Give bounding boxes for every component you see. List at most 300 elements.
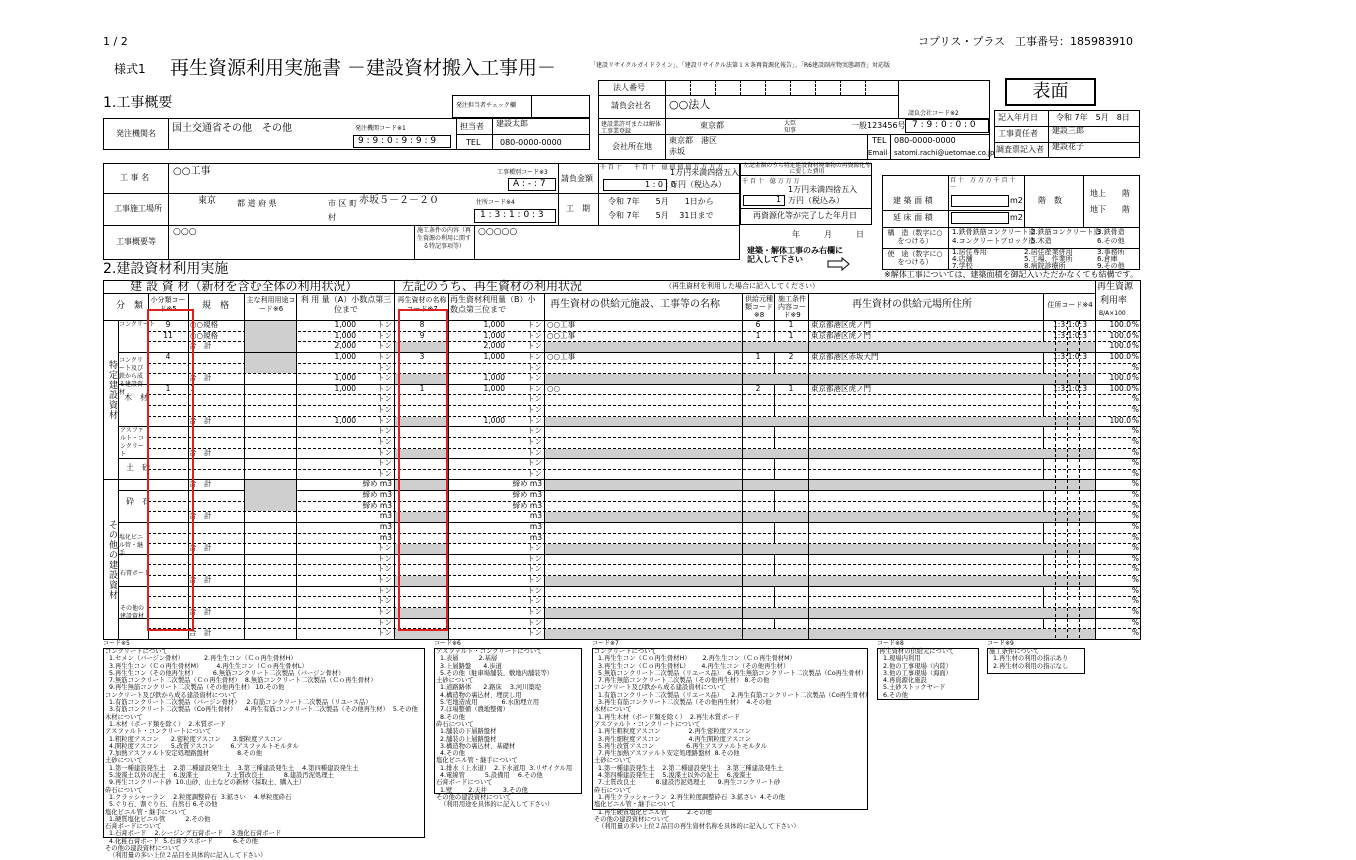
unit-ramount: トン	[527, 373, 542, 383]
rate-pct: %	[1131, 596, 1139, 606]
supplier-type: 2	[755, 383, 761, 393]
addr-code-dash	[1079, 544, 1080, 553]
addr-code-dash	[1055, 523, 1056, 532]
addr-code-dash	[1079, 597, 1080, 606]
unit-amount: トン	[377, 543, 392, 553]
supplier-address: 東京都港区虎ノ門	[811, 383, 871, 393]
table-row-line	[148, 564, 1141, 565]
rate-pct: %	[1131, 553, 1139, 563]
kikaku: ○○規格	[190, 320, 219, 329]
rate-pct: %	[1131, 511, 1139, 521]
amount-value: 1,000	[334, 373, 356, 383]
special-rule: 1万円未満四捨五入	[788, 185, 858, 194]
addr-code-dash	[1067, 427, 1068, 436]
unit-amount: トン	[377, 606, 392, 616]
unit-amount: トン	[377, 575, 392, 584]
addr-code-dash	[1079, 608, 1080, 617]
addr-code-dash	[1079, 427, 1080, 436]
addr-code-dash	[1055, 417, 1056, 426]
face-label: 表面	[1032, 81, 1069, 102]
build-area-unit: m2	[1010, 196, 1023, 205]
addr-code-dash	[1079, 374, 1080, 383]
unit-ramount: トン	[527, 543, 542, 553]
rate-pct: %	[1131, 617, 1139, 627]
person-label: 担当者	[460, 122, 484, 131]
recycled-amount: 1,000	[483, 330, 505, 340]
face-badge	[1005, 78, 1096, 106]
unit-amount: トン	[377, 617, 392, 627]
amount-value: 1 : 0 : 0	[645, 180, 676, 189]
addr-code-dash	[1079, 491, 1080, 500]
addr-code-dash	[1079, 523, 1080, 532]
unit-amount: トン	[377, 373, 392, 383]
addr-code-dash	[1067, 470, 1068, 479]
address-code-label: 住所コード※4	[476, 199, 515, 206]
unit-ramount: m3	[529, 511, 542, 521]
unit-amount: トン	[377, 564, 392, 574]
structure-opt-2[interactable]: 2.鉄筋コンクリート造	[1031, 228, 1101, 236]
addr-code-dash	[1079, 459, 1080, 468]
cat-gypsum: 石膏ボード	[120, 570, 151, 577]
use-opt-1[interactable]: 1.居住専用	[952, 248, 987, 256]
addr-code-dash	[1067, 342, 1068, 351]
build-area-label: 建 築 面 積	[893, 196, 933, 205]
addr-code-dash	[1055, 608, 1056, 617]
addr-code-dash	[1067, 576, 1068, 585]
addr-code-dash	[1067, 502, 1068, 511]
date-value: 令和 7年 5月 8日	[1056, 113, 1130, 122]
cat-wood: 木 材	[124, 393, 148, 402]
unit-ramount: トン	[527, 596, 542, 606]
condition-code: 2	[788, 351, 794, 361]
use-opt-4[interactable]: 4.店舗	[952, 255, 973, 263]
total-label: 合 計	[189, 575, 212, 584]
shaded-cell	[743, 417, 808, 427]
rate-pct: %	[1131, 436, 1139, 446]
cat-asphalt: アスファルト・コンクリート	[120, 427, 145, 458]
floors-below: 地下 階	[1090, 205, 1130, 214]
unit-amount: m3	[379, 521, 392, 531]
shaded-cell	[545, 342, 742, 352]
use-opt-6[interactable]: 6.倉庫	[1097, 255, 1118, 263]
manager-label: 工事責任者	[998, 129, 1038, 138]
addr-code-dash	[1055, 364, 1056, 373]
legend5-text: コンクリートについて 1.セメン（バージン骨材） 2.再生生コン（Ｃｏ再生骨材H） 3.再生生コン（Ｃｏ再生骨材M） 4.再生生コン（Ｃｏ再生骨材L） 5.再生生コン（その他再生材） 6.無筋コンクリート二次製品（バージン骨材） 7.無筋コンクリート二次製品（Ｃｏ再生骨材） 8.無筋コンクリート二次製品（Ｃｏ再生骨材） 9.再生無筋コンクリート二次製品（その他再生材） 10.その他 コンクリート及び鉄から成る建設資材について 1.有筋コンクリート二次製品（バージン骨材） 2.有筋コンクリート二次製品（リユース品） 3.有筋コンクリート二次製品（Co再生骨材） 4.再生有筋コンクリート二次製品（その他再生材） 5.その他 木材について 1.木材（ボード類を除く） 2.木質ボード アスファルト・コンクリートについて 1.粗粒度アスコン 2.密粒度アスコン 3.細粒度アスコン 4.開粒度アスコン 5.改質アスコン 6.アスファルトモルタル 7.加熱アスファルト安定処理路盤材 8.その他 土砂について 1.第一種建設発生土 2.第二種建設発生土 3.第三種建設発生土 4.第四種建設発生土 5.浚渫土以外の泥土 6.浚渫土 7.土質改良土 8.建設汚泥処理土 9.再生コンクリート砂 10.山砂、山土などの新材（採取土、購入土） 砕石について 1.クラッシャーラン 2.粒度調整砕石 3.鉱さい 4.単粒度砕石 5.ぐり石、割ぐり石、自然石 6.その他 塩化ビニル管・継手について 1.硬質塩化ビニル管 2.その他 石膏ボードについて 1.石膏ボード 2.シージング石膏ボード 3.強化石膏ボード 4.化粧石膏ボード 5.石膏ラスボード 6.その他 その他の建設資材について （利用量の多い上位２品目を具体的に記入して下さい）	[105, 648, 418, 860]
col-bunrui: 分 類	[116, 301, 144, 311]
supplier-name: ○○	[547, 383, 561, 393]
table-row-line	[148, 501, 1141, 502]
recycled-amount: 2,000	[483, 341, 505, 351]
legend6-text: アスファルト・コンクリートについて 1.表層 2.基層 3.上層路盤 4.歩道 5.その他（駐車場舗装、敷地内舗装等） 土砂について 1.道路路体 2.路床 3.河川築堤 4.構造物の裏込材、埋戻し用 5.宅地造成用 6.水面埋立用 7.ほ場整備（農地整備） 8.その他 砕石について 1.舗装の下層路盤材 2.舗装の上層路盤材 3.構造物の裏込材、基礎材 4.その他 塩化ビニル管・継手について 1.排水（上水道） 2.下水道用 3.リサイクル用 4.電線管 5.設備用 6.その他 石膏ボードについて 1.壁 2.天井 3.その他 その他の建設資材について （利用用途を具体的に記入して下さい）	[436, 648, 573, 809]
address-code: 1:3:1:0:3	[1053, 383, 1087, 393]
table-row-line	[148, 394, 1141, 395]
shaded-cell	[743, 512, 808, 522]
addr-code-dash	[1079, 395, 1080, 404]
unit-ramount: トン	[527, 351, 542, 361]
shaded-cell	[545, 417, 742, 427]
unit-ramount: トン	[527, 458, 542, 468]
cat-gravel: 砕 石	[126, 497, 150, 506]
use-opt-5[interactable]: 5.工場、作業所	[1024, 255, 1073, 263]
addr-code-dash	[1067, 534, 1068, 543]
addr-code-dash	[1055, 491, 1056, 500]
unit-ramount: トン	[527, 330, 542, 340]
unit-amount: 締め m3	[362, 490, 392, 499]
table-head-right: 左記のうち、再生資材の利用状況	[402, 279, 583, 293]
use-opt-3[interactable]: 3.事務所	[1097, 248, 1125, 256]
address-label: 会社所在地	[612, 142, 652, 151]
summary-label: 工事概要等	[116, 237, 156, 246]
supplier-name: ○○工事	[547, 320, 576, 329]
page-number: 1 / 2	[103, 35, 128, 48]
job-number: 工事番号：185983910	[1015, 35, 1133, 48]
floor-area-field[interactable]	[951, 212, 1009, 224]
addr-code-dash	[1055, 470, 1056, 479]
addr-code-dash	[1055, 576, 1056, 585]
addr-code-dash	[1067, 544, 1068, 553]
cat-pvc: 塩化ビニル管・継手	[119, 534, 144, 557]
col-supplier-type: 供給元種類コード※8	[745, 295, 773, 319]
addr-code-dash	[1079, 576, 1080, 585]
amount-value: 1,000	[334, 320, 356, 329]
shaded-cell	[245, 480, 296, 511]
place-pref: 東京	[198, 196, 217, 206]
shaded-cell	[809, 544, 1095, 554]
addr-code-dash	[1067, 406, 1068, 415]
amount-rule: 1万円未満四捨五入	[670, 168, 740, 177]
col-rname: 再生資材の名称コード※7	[397, 296, 447, 313]
floor-area-unit: m2	[1010, 213, 1023, 222]
unit-amount: トン	[377, 415, 392, 425]
sub-code: 9	[165, 320, 171, 329]
unit-ramount: トン	[527, 468, 542, 478]
place-label: 工事施工場所	[114, 204, 162, 213]
addr-code-dash	[1067, 374, 1068, 383]
unit-amount: トン	[377, 628, 392, 638]
period-from: 令和 7年 5月 1日から	[608, 197, 714, 206]
legend8-title: コード※8	[877, 640, 904, 647]
highlight-recycled-code	[398, 309, 448, 631]
company-value: ○○法人	[669, 98, 711, 111]
col-ramount: 再生資材利用量（B）小数点第三位まで	[450, 295, 536, 314]
date-label: 記入年月日	[998, 113, 1038, 122]
use-opt-7[interactable]: 7.学校	[952, 262, 973, 270]
rate-pct: %	[1131, 543, 1139, 553]
unit-amount: トン	[377, 426, 392, 436]
unit-ramount: トン	[527, 320, 542, 329]
amount-unit: 万円（税込み）	[670, 180, 726, 189]
legend9-text: 施工条件について 1.再生材の利用の指示あり 2.再生材の利用の指示なし	[989, 648, 1069, 670]
unit-ramount: トン	[527, 553, 542, 563]
unit-ramount: トン	[527, 617, 542, 627]
table-row-line	[148, 533, 1141, 534]
unit-amount: トン	[377, 341, 392, 351]
unit-ramount: トン	[527, 405, 542, 414]
addr-code-dash	[1079, 629, 1080, 638]
addr-code-dash	[1055, 480, 1056, 489]
email-label: Email	[868, 149, 888, 157]
legend7-title: コード※7	[592, 640, 619, 647]
group-specified: 特定建設資材	[107, 360, 117, 420]
place-city: 赤坂５－２－２０	[359, 195, 439, 206]
addr-code-dash	[1055, 342, 1056, 351]
unit-ramount: トン	[527, 564, 542, 574]
group-line	[118, 426, 1141, 427]
unit-ramount: トン	[527, 362, 542, 372]
agency-code-label: 発注機関コード※1	[355, 125, 406, 132]
addr-code-dash	[1079, 449, 1080, 458]
special-amount-unit: 万円（税込み）	[788, 196, 844, 205]
addr-code-dash	[1067, 364, 1068, 373]
structure-opt-6[interactable]: 6.その他	[1097, 237, 1125, 245]
tel-label: TEL	[466, 138, 481, 147]
unit-amount: m3	[379, 511, 392, 521]
shaded-cell	[743, 449, 808, 459]
type-code: A : - : 7	[513, 179, 546, 189]
rate-value: 100.0	[1109, 341, 1131, 351]
table-row-line	[148, 363, 1141, 364]
addr-code-dash	[1079, 502, 1080, 511]
group-line	[118, 522, 1141, 523]
email-value: satomi.rachi@uetomae.co.jp	[894, 149, 995, 157]
unit-ramount: m3	[529, 521, 542, 531]
addr-code-dash	[1055, 406, 1056, 415]
pref-suffix: 都 道 府 県	[237, 199, 277, 208]
rate-pct: %	[1131, 330, 1139, 340]
recycle-rate-head: 再生資源	[1097, 282, 1134, 292]
rate-pct: %	[1131, 447, 1139, 457]
unit-amount: トン	[377, 320, 392, 329]
table-head-right-note: （再生資材を利用した場合に記入してください）	[665, 282, 819, 290]
supplier-address: 東京都港区虎ノ門	[811, 330, 871, 340]
addr-code-dash	[1067, 491, 1068, 500]
condition-code: 1	[788, 330, 794, 340]
use-opt-9[interactable]: 9.その他	[1097, 262, 1125, 270]
col-condition: 施工条件内容コード※9	[778, 295, 806, 319]
form-number: 様式1	[114, 62, 146, 76]
build-area-field[interactable]	[951, 195, 1009, 207]
addr-code-dash	[1079, 470, 1080, 479]
total-label: 合 計	[189, 373, 212, 383]
total-label: 合 計	[189, 606, 212, 616]
unit-ramount: トン	[527, 341, 542, 351]
use-opt-2[interactable]: 2.居住産業併用	[1024, 248, 1073, 256]
city-suffix: 市 区 町 村	[328, 199, 358, 222]
shaded-cell	[809, 342, 1095, 352]
tel-value: 080-0000-0000	[500, 138, 562, 147]
legend7-text: コンクリートについて 1.再生生コン（Ｃｏ再生骨材H） 2.再生生コン（Ｃｏ再生骨材M） 3.再生生コン（Ｃｏ再生骨材L） 4.再生生コン（その他再生材） 5.無筋コンクリート二次製品（リユース品） 6.再生無筋コンクリート二次製品（Co再生骨材） 7.再生無筋コンクリート二次製品（その他再生材） 8.その他 コンクリート及び鉄から成る建設資材について 1.有筋コンクリート二次製品（リユース品） 2.再生有筋コンクリート二次製品（Co再生骨材） 3.再生有筋コンクリート二次製品（その他再生材） 4.その他 木材について 1.再生木材（ボード類を除く） 2.再生木質ボード アスファルト・コンクリートについて 1.再生粗粒度アスコン 2.再生密粒度アスコン 3.再生細粒度アスコン 4.再生開粒度アスコン 5.再生改質アスコン 6.再生アスファルトモルタル 7.再生加熱アスファルト安定処理路盤材 8.その他 土砂について 1.第一種建設発生土 2.第二種建設発生土 3.第三種建設発生土 4.第四種建設発生土 5.浚渫土以外の泥土 6.浚渫土 7.土質改良土 8.建設汚泥処理土 9.再生コンクリート砂 砕石について 1.再生クラッシャーラン 2.再生粒度調整砕石 3.鉱さい 4.その他 塩化ビニル管・継手について 1.再生硬質塩化ビニル管 2.その他 その他の建設資材について （利用量の多い上位２品目の再生資材名称を具体的に記入して下さい）	[594, 648, 872, 831]
project-name: ○○工事	[173, 166, 211, 177]
addr-code-dash	[1055, 619, 1056, 628]
recycled-amount: 1,000	[483, 373, 505, 383]
col-supplier-address: 再生資材の供給元場所住所	[852, 299, 972, 310]
special-amount-value: 1	[776, 195, 782, 204]
table-row-line	[148, 596, 1141, 597]
addr-code-dash	[1055, 597, 1056, 606]
unit-amount: トン	[377, 405, 392, 414]
col-sub: 小分類コード※5	[150, 296, 186, 313]
addr-code-dash	[1079, 342, 1080, 351]
supplier-address: 東京都港区赤坂大門	[811, 351, 879, 361]
floor-area-label: 延 床 面 積	[893, 213, 933, 222]
col-rate: 利用率	[1100, 296, 1128, 306]
license-label: 建設業許可または解体工事業登録	[601, 121, 662, 135]
addr-code-dash	[1067, 629, 1068, 638]
period-label: 工 期	[566, 204, 590, 213]
addr-code-dash	[1067, 480, 1068, 489]
rate-value: 100.0	[1109, 415, 1131, 425]
table-head-left: 建 設 資 材（新材を含む全体の利用状況）	[130, 279, 358, 293]
structure-opt-4[interactable]: 4.コンクリートブロック造	[952, 237, 1036, 245]
agency-name: 国土交通省その他 その他	[172, 123, 292, 134]
rate-value: 100.0	[1109, 373, 1131, 383]
special-units: 千 百 十 億 万 万 万	[742, 178, 800, 185]
col-amount: 利 用 量（A）小数点第三位まで	[300, 295, 392, 314]
unit-ramount: トン	[527, 606, 542, 616]
unit-amount: 締め m3	[362, 479, 392, 489]
rate-pct: %	[1131, 362, 1139, 372]
supplier-type: 1	[755, 330, 761, 340]
shaded-cell	[809, 449, 1095, 459]
cat-concrete-steel: コンクリート及び鉄から成る建設資材	[119, 357, 144, 396]
rate-pct: %	[1131, 426, 1139, 436]
floors-label: 階 数	[1038, 196, 1062, 205]
kikaku: 1	[190, 383, 195, 393]
writer-label: 調査票記入者	[996, 145, 1044, 154]
rate-pct: %	[1131, 320, 1139, 329]
rate-pct: %	[1131, 479, 1139, 489]
agency-code: 9 : 9 : 0 : 9 : 9 : 9	[358, 136, 437, 146]
amount-value: 1,000	[334, 415, 356, 425]
unit-amount: トン	[377, 447, 392, 457]
addr-code-dash	[1067, 555, 1068, 564]
addr-code-dash	[1055, 565, 1056, 574]
shaded-cell	[545, 544, 742, 554]
shaded-cell	[809, 608, 1095, 618]
addr-code-dash	[1055, 459, 1056, 468]
shaded-cell	[743, 629, 808, 639]
shaded-cell	[545, 512, 742, 522]
type-code-label: 工事種別コード※3	[497, 169, 548, 176]
company-label: 請負会社名	[611, 101, 651, 110]
addr-code-dash	[1055, 395, 1056, 404]
unit-amount: トン	[377, 351, 392, 361]
rate-pct: %	[1131, 575, 1139, 584]
unit-ramount: トン	[527, 415, 542, 425]
group-line	[118, 554, 1141, 555]
structure-opt-3[interactable]: 3.鉄骨造	[1097, 228, 1125, 236]
rate-value: 100.0	[1109, 383, 1131, 393]
use-opt-8[interactable]: 8.病院診療所	[1024, 262, 1066, 270]
license-kind: 大臣 知事	[784, 120, 797, 134]
recycled-code: 1	[419, 383, 425, 393]
addr-code-dash	[1055, 555, 1056, 564]
section-2-title: 2.建設資材利用実施	[103, 261, 229, 277]
address-line2: 赤坂	[669, 147, 685, 156]
addr-code-dash	[1079, 619, 1080, 628]
total-label: 合 計	[189, 415, 212, 425]
unit-amount: トン	[377, 468, 392, 478]
addr-code-dash	[1055, 502, 1056, 511]
company-name: コプリス・プラス	[918, 35, 1006, 48]
legend9-title: コード※9	[987, 640, 1014, 647]
sub-code: 1	[165, 383, 171, 393]
addr-code-dash	[1079, 417, 1080, 426]
rate-pct: %	[1131, 532, 1139, 542]
total-label: 合 計	[189, 341, 212, 351]
area-note: ※解体工事については、建築面積を御記入いただかなくても結構です。	[884, 270, 1138, 279]
contractor-code-label: 請負会社コード※2	[908, 110, 959, 117]
unit-ramount: 締め m3	[512, 490, 542, 499]
contractor-tel-label: TEL	[872, 136, 887, 145]
structure-opt-5[interactable]: 5.木造	[1031, 237, 1052, 245]
cat-soil: 土 砂	[126, 463, 150, 472]
rate-pct: %	[1131, 585, 1139, 595]
structure-opt-1[interactable]: 1.鉄骨鉄筋コンクリート造	[952, 228, 1036, 236]
unit-ramount: トン	[527, 383, 542, 393]
condition-code: 1	[788, 320, 794, 329]
rate-pct: %	[1131, 383, 1139, 393]
sub-code: 4	[165, 351, 171, 361]
shaded-cell	[809, 576, 1095, 586]
addr-code-dash	[1067, 523, 1068, 532]
amount-value: 1,000	[334, 330, 356, 340]
amount-value: 1,000	[334, 351, 356, 361]
contractor-tel: 080-0000-0000	[894, 136, 956, 145]
addr-code-dash	[1055, 374, 1056, 383]
col-supplier: 再生資材の供給元施設、工事等の名称	[550, 299, 720, 310]
addr-code-dash	[1055, 427, 1056, 436]
rate-pct: %	[1131, 415, 1139, 425]
license-pref: 東京都	[700, 121, 724, 130]
addr-code-dash	[1067, 608, 1068, 617]
rate-value: 100.0	[1109, 330, 1131, 340]
orderer-check-label: 発注担当者チェック欄	[456, 102, 516, 109]
supplier-address: 東京都港区虎ノ門	[811, 320, 871, 329]
addr-code-dash	[1067, 459, 1068, 468]
rate-pct: %	[1131, 500, 1139, 510]
col-kikaku: 規 格	[202, 301, 230, 311]
unit-amount: m3	[379, 532, 392, 542]
addr-code-dash	[1067, 619, 1068, 628]
rate-pct: %	[1131, 394, 1139, 404]
use-label: 使 途（数字に○をつける）	[887, 250, 943, 266]
guideline-note: 「建設リサイクルガイドライン」、「建設リサイクル法第１８条再資源化報告」、「R6建設副産物実態調査」対応版	[590, 62, 890, 69]
address-line1: 東京都 港区	[669, 136, 717, 145]
col-use-code: 主な利用用途コード※6	[246, 296, 296, 313]
unit-ramount: トン	[527, 585, 542, 595]
addr-code-dash	[1067, 438, 1068, 447]
unit-amount: トン	[377, 553, 392, 563]
unit-ramount: トン	[527, 628, 542, 638]
addr-code-dash	[1079, 587, 1080, 596]
contractor-code: 7 : 9 : 0 : 0 : 0	[912, 120, 976, 130]
supplier-name: ○○工事	[547, 330, 576, 340]
total-label: 合 計	[189, 543, 212, 553]
supplier-name: ○○工事	[547, 351, 576, 361]
total-label: 合 計	[189, 511, 212, 521]
table-row-line	[148, 469, 1141, 470]
legend6-title: コード※6	[434, 640, 461, 647]
total-label: 合 計	[189, 628, 212, 638]
rate-value: 100.0	[1109, 320, 1131, 329]
rate-pct: %	[1131, 468, 1139, 478]
project-name-label: 工 事 名	[120, 173, 150, 182]
recycle-done-date: 年 月 日	[792, 230, 864, 239]
col-rate-sub: B/A×100	[1099, 310, 1126, 317]
unit-amount: トン	[377, 596, 392, 606]
group-line	[118, 586, 1141, 587]
